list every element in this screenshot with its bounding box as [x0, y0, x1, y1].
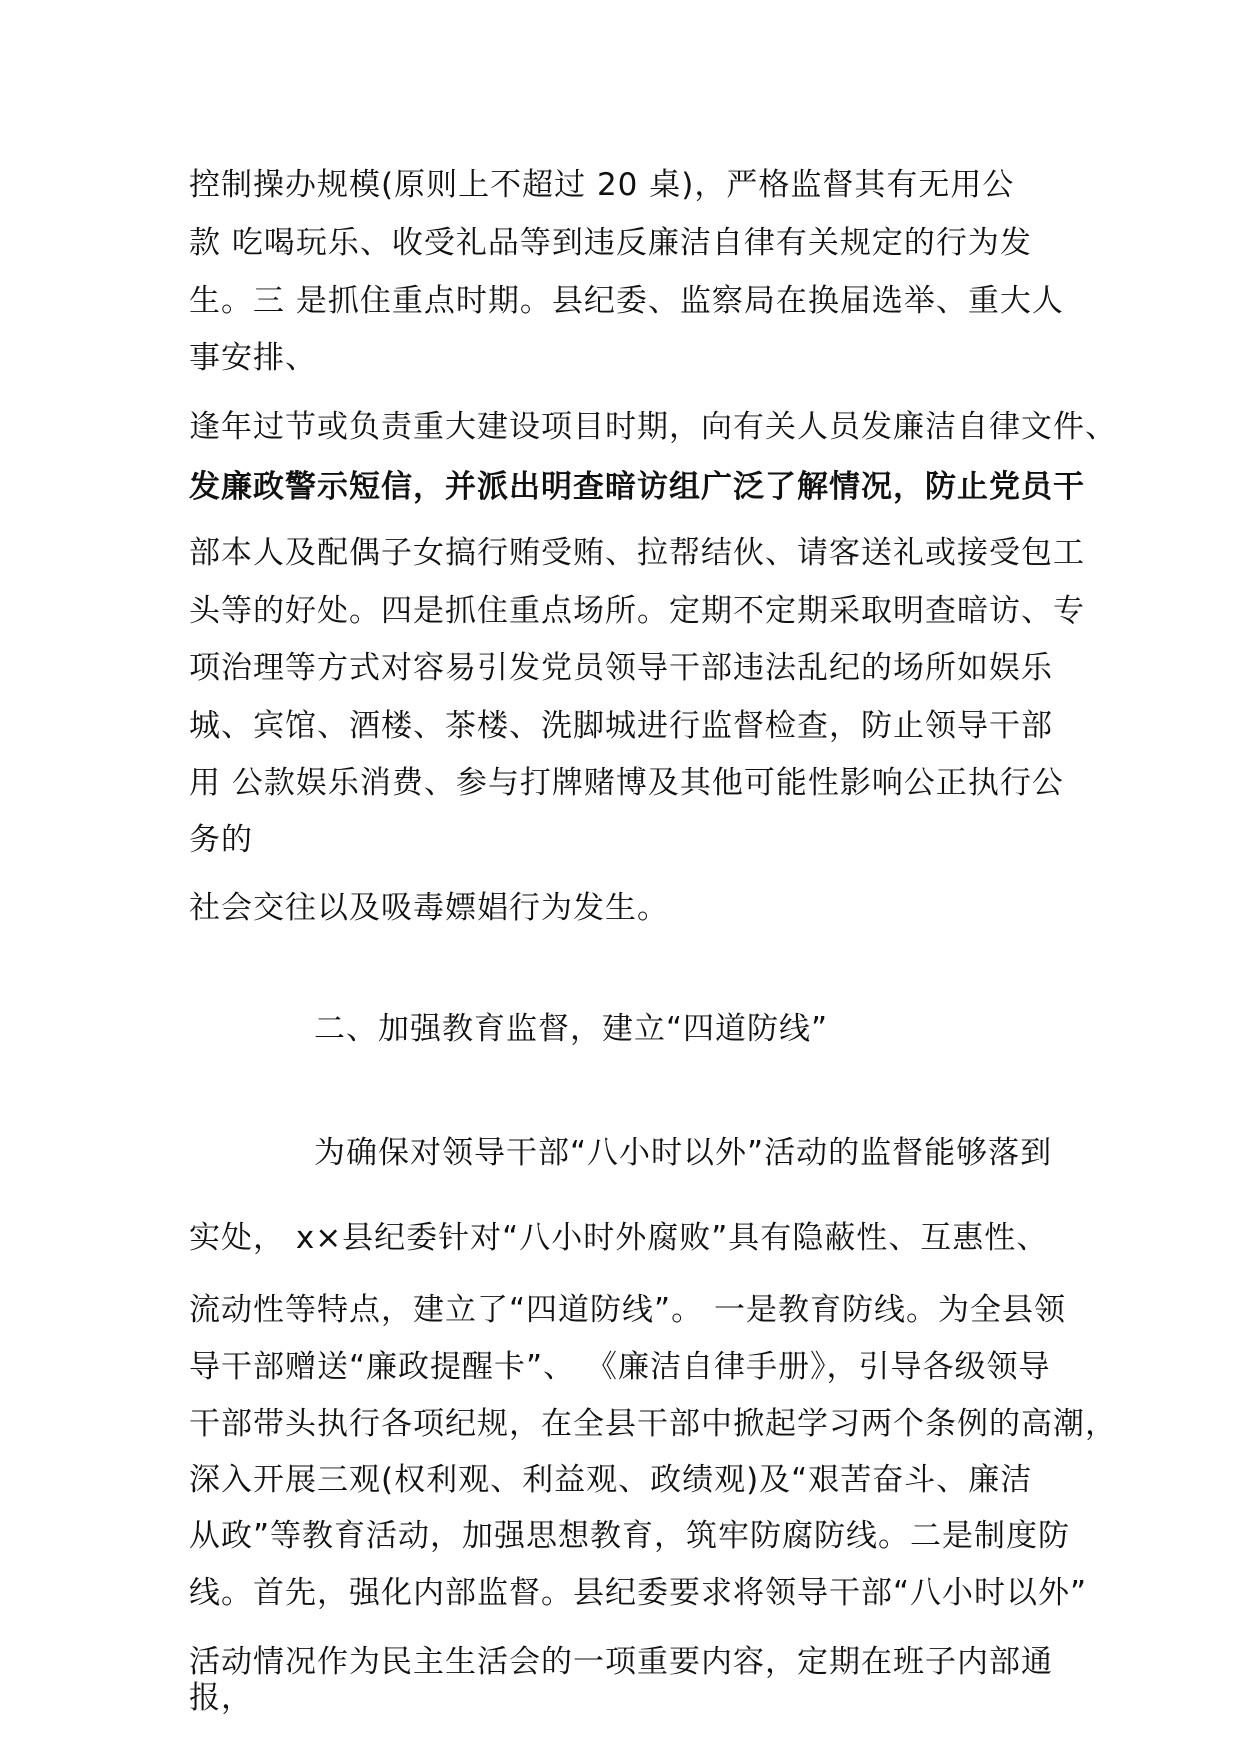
text-line: 款 吃喝玩乐、收受礼品等到违反廉洁自律有关规定的行为发 — [189, 225, 1032, 261]
text-line: 社会交往以及吸毒嫖娼行为发生。 — [189, 890, 669, 926]
text-line: 深入开展三观(权利观、利益观、政绩观)及“艰苦奋斗、廉洁 — [189, 1462, 1033, 1498]
text-line-bold: 发廉政警示短信，并派出明查暗访组广泛了解情况，防止党员干 — [189, 469, 1085, 505]
text-line: 控制操办规模(原则上不超过 20 桌)，严格监督其有无用公 — [189, 167, 1015, 203]
text-line: 事安排、 — [189, 340, 317, 376]
section-heading: 二、加强教育监督，建立“四道防线” — [314, 1011, 829, 1047]
text-line: 报， — [189, 1680, 253, 1716]
text-line: 流动性等特点，建立了“四道防线”。 一是教育防线。为全县领 — [189, 1292, 1066, 1328]
text-line: 生。三 是抓住重点时期。县纪委、监察局在换届选举、重大人 — [189, 283, 1064, 319]
text-line: 从政”等教育活动，加强思想教育，筑牢防腐防线。二是制度防 — [189, 1518, 1071, 1554]
text-line: 部本人及配偶子女搞行贿受贿、拉帮结伙、请客送礼或接受包工 — [189, 535, 1085, 571]
text-line: 城、宾馆、酒楼、茶楼、洗脚城进行监督检查，防止领导干部 — [189, 708, 1053, 744]
text-line: 导干部赠送“廉政提醒卡”、 《廉洁自律手册》，引导各级领导 — [189, 1349, 1051, 1385]
text-line: 头等的好处。四是抓住重点场所。定期不定期采取明查暗访、专 — [189, 593, 1085, 629]
text-line: 线。首先，强化内部监督。县纪委要求将领导干部“八小时以外” — [189, 1575, 1088, 1611]
text-line: 项治理等方式对容易引发党员领导干部违法乱纪的场所如娱乐 — [189, 650, 1053, 686]
text-line: 逢年过节或负责重大建设项目时期，向有关人员发廉洁自律文件、 — [189, 409, 1117, 445]
text-line: 实处， x×县纪委针对“八小时外腐败”具有隐蔽性、互惠性、 — [189, 1220, 1049, 1256]
text-line: 干部带头执行各项纪规，在全县干部中掀起学习两个条例的高潮， — [189, 1406, 1117, 1442]
text-line: 用 公款娱乐消费、参与打牌赌博及其他可能性影响公正执行公 — [189, 765, 1064, 801]
text-line: 活动情况作为民主生活会的一项重要内容，定期在班子内部通 — [189, 1644, 1053, 1680]
paragraph-first-line: 为确保对领导干部“八小时以外”活动的监督能够落到 — [314, 1135, 1053, 1171]
text-line: 务的 — [189, 822, 253, 858]
